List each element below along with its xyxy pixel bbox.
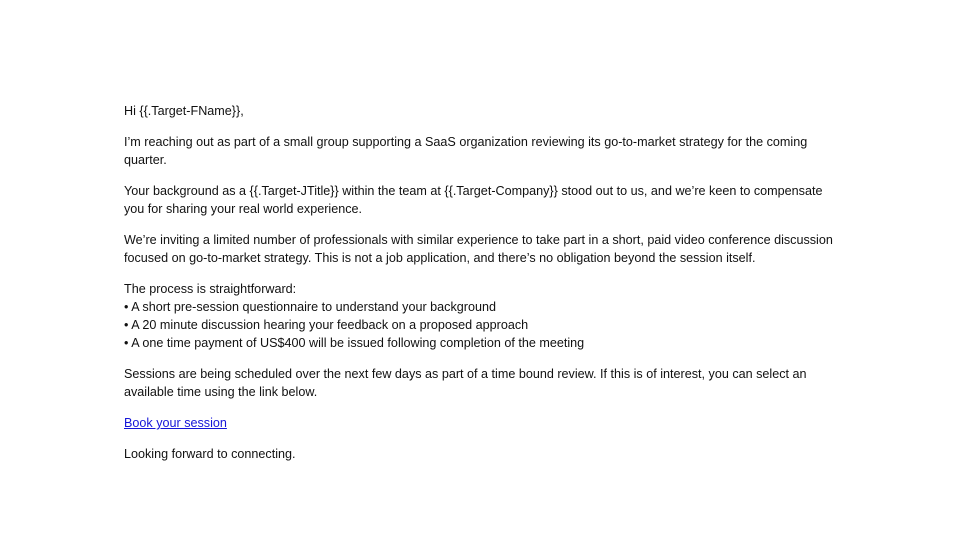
closing: Looking forward to connecting.	[124, 447, 296, 461]
list-item	[124, 316, 844, 334]
invitation-paragraph: We’re inviting a limited number of professionals with similar experience to take part in a short, paid video conference discussion focused on go-to-market strategy. This is not a job application, and there’s no obligation beyond the session itself.	[124, 233, 833, 265]
greeting: Hi {{.Target-FName}},	[124, 104, 244, 118]
scheduling-paragraph: Sessions are being scheduled over the next few days as part of a time bound review. If this is of interest, you can select an available time using the link below.	[124, 367, 807, 399]
intro-paragraph: I’m reaching out as part of a small group supporting a SaaS organization reviewing its go-to-market strategy for the coming quarter.	[124, 135, 808, 167]
process-steps-list	[124, 298, 844, 352]
process-section	[124, 280, 844, 352]
list-item	[124, 334, 844, 352]
bullet-icon: •	[124, 318, 132, 332]
email-body	[124, 102, 844, 476]
background-paragraph: Your background as a {{.Target-JTitle}} within the team at {{.Target-Company}} stood out to us, and we’re keen to compensate you for sharing your real world experience.	[124, 184, 823, 216]
bullet-icon: •	[124, 336, 132, 350]
list-item-text: A one time payment of US$400 will be issued following completion of the meeting	[131, 336, 585, 350]
list-item-text: A 20 minute discussion hearing your feedback on a proposed approach	[131, 318, 529, 332]
link-paragraph	[124, 414, 844, 432]
list-item-text: A short pre-session questionnaire to understand your background	[131, 300, 496, 314]
process-intro: The process is straightforward:	[124, 282, 297, 296]
book-session-link[interactable]: Book your session	[124, 416, 227, 430]
list-item	[124, 298, 844, 316]
bullet-icon: •	[124, 300, 132, 314]
